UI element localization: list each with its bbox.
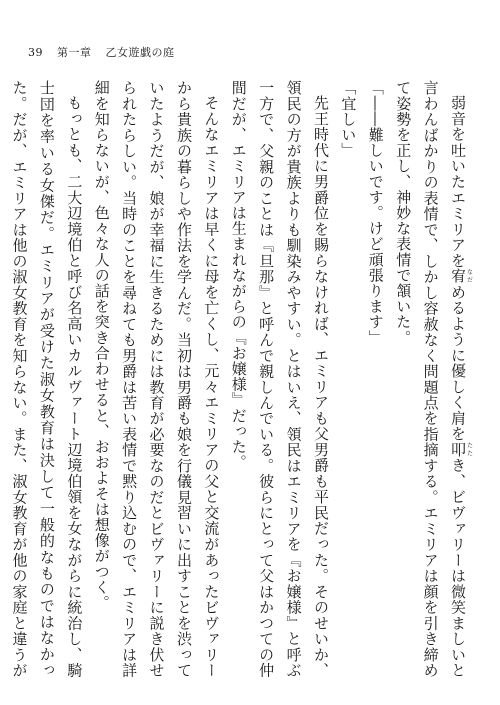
vertical-body-text [10,80,473,678]
running-header [28,44,175,60]
dialogue-line: 「――難しいです。けど頑張ります」 [366,80,385,346]
dialogue-line: 「宜しい」 [339,80,358,158]
page-number: 39 [28,46,43,59]
ruby-tata: 叩たた [449,441,473,458]
paragraph: 弱音を吐いたエミリアを宥なだめるように優しく肩を叩たたき、ビヴァリーは微笑ましいと言わんばかりの表情で、しかし容赦なく問題点を指摘する。エミリアは顔を引き締めて姿勢を正し、神妙な表情で頷いた。 [394,80,473,678]
paragraph: もっとも、二大辺境伯と呼び名高いカルヴァート辺境伯領を女ながらに統治し、騎士団を率いる女傑だ。エミリアが受けた淑女教育は決して一般的なものではなかった。だが、エミリアは他の淑女教育を知らない。また、淑女教育が他の家庭と違うが [10,80,84,678]
paragraph: そんなエミリアは早くに母を亡くし、元々エミリアの父と交流があったビヴァリーから貴族の暮らしや作法を学んだ。当初は男爵も娘を行儀見習いに出すことを渋っていたようだが、娘が幸福に生きるためには教育が必要なのだとビヴァリーに説き伏せられたらしい。当時のことを尋ねても男爵は苦い表情で黙り込むので、エミリアは詳細を知らないが、色々な人の話を突き合わせると、おおよそは想像がつく。 [92,80,221,678]
chapter-label: 第一章 [57,46,92,59]
paragraph: 先王時代に男爵位を賜らなければ、エミリアも父男爵も平民だった。そのせいか、領民の方が貴族よりも馴染みやすい。とはいえ、領民はエミリアを『お嬢様』と呼ぶ一方で、父親のことは『旦那』と呼んで親しんでいる。彼らにとって父はかつての仲間だが、エミリアは生まれながらの『お嬢様』だった。 [229,80,330,678]
ruby-nada: 宥なだ [449,268,473,285]
chapter-title: 乙女遊戯の庭 [105,46,175,59]
